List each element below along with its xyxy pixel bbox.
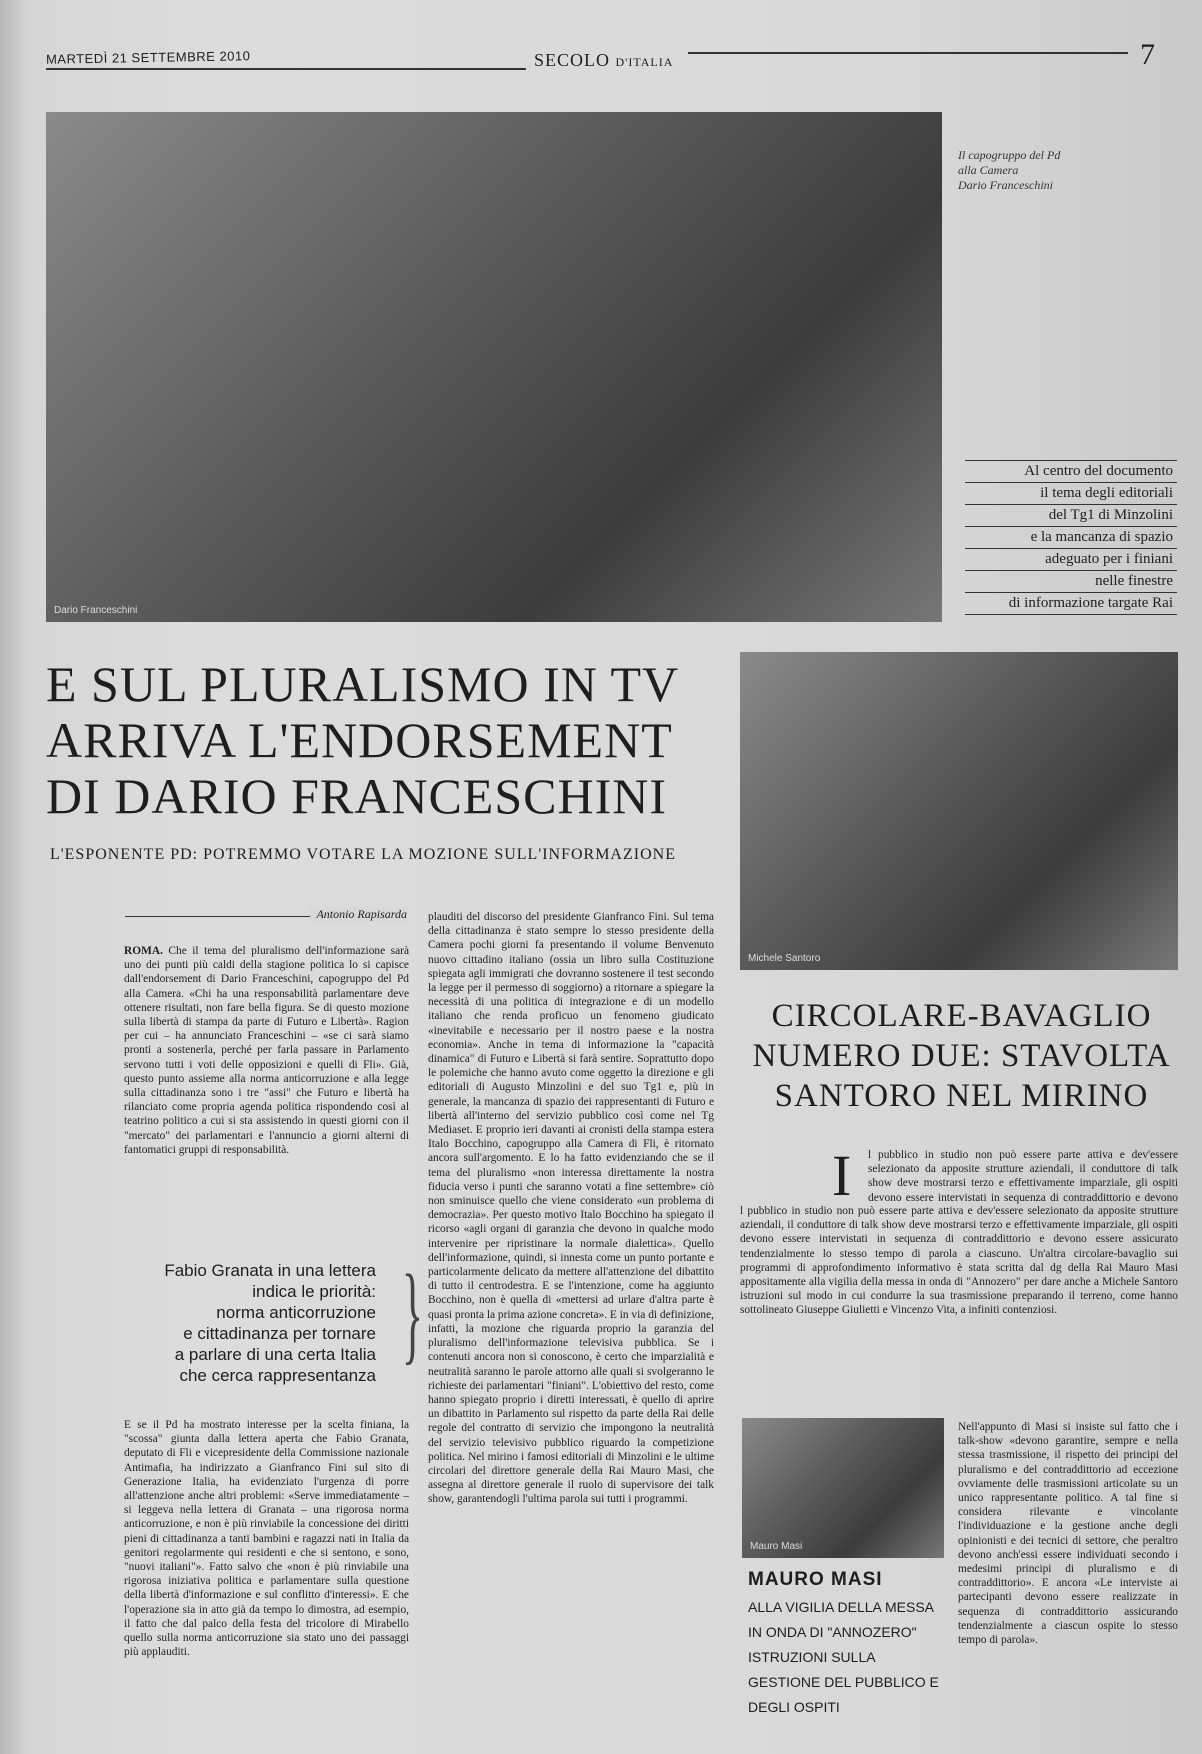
newspaper-name: SECOLO D'ITALIA: [534, 50, 674, 70]
franceschini-photo: Dario Franceschini: [46, 112, 942, 622]
article-column-2: plauditi del discorso del presidente Gianfranco Fini. Sul tema della cittadinanza è stato sempre lo stesso presidente della Camera pochi giorni fa presentando il volume Benvenuto nuovo cittadino italiano (ossia un libro sulla Costituzione spiegata agli immigrati che dovranno sostenere il test secondo la legge per il permesso di soggiorno) a ritornare a spiegare la necessità di una politica di integrazione e di un modello italiano che renda proficuo un fenomeno giudicato «inevitabile e necessario per il nostro paese e la nostra economia». Anche in tema di informazione la "capacità dinamica" di Futuro e Libertà si farà sentire. Soprattutto dopo le polemiche che hanno avuto come oggetto la direzione e gli editoriali di Augusto Minzolini e del suo Tg1 e, più in generale, la mancanza di spazio dei rappresentanti di Futuro e libertà all'interno del servizio pubblico così come nel Tg Mediaset. E proprio ieri davanti ai cronisti della stampa estera Italo Bocchino, capogruppo alla Camera di Fli, è ritornato ancora sull'argomento. E lo ha fatto evidenziando che se il tema del pluralismo «non interessa direttamente la nostra fiducia verso i punti che saranno votati a fine settembre» ciò non sminuisce quello che viene considerato «un problema di democrazia». Per questo motivo Italo Bocchino ha spiegato il ricorso «agli organi di garanzia che devono in qualche modo intervenire per ripristinare la normale dialettica». Quello dell'informazione, quindi, si innesta come un punto portante e particolarmente delicato da mettere all'attenzione del dibattito di tutto il centrodestra. E se l'intenzione, come ha aggiunto Bocchino, non è quella di «mettersi ad urlare d'altra parte è quasi pronta la prima azione concreta». E in via di definizione, infatti, la mozione che riguarda proprio la garanzia del pluralismo dell'informazione televisiva pubblica. Se i contenuti ancora non si conoscono, è certo che imparzialità e neutralità saranno le parole attorno alle quali si svolgeranno le richieste dei parlamentari "finiani". L'obiettivo del resto, come hanno spiegato proprio i diretti interessati, è quello di aprire un dibattito in Parlamento sul rispetto da parte della Rai delle regole del contratto di servizio che impongono la neutralità del servizio televisivo pubblico riguardo la competizione politica. Nel mirino i famosi editoriali di Minzolini e le ultime circolari del direttore generale della Rai Mauro Masi, che assegna al direttore generale il ruolo di supervisore dei talk show, garantendogli l'ultima parola sui tutti i programmi.: [428, 911, 714, 1506]
highlight-box: Al centro del documento il tema degli editoriali del Tg1 di Minzolini e la mancanza di spazio adeguato per i finiani nelle finestre di informazione targate Rai: [965, 460, 1177, 615]
byline: Antonio Rapisarda: [125, 916, 407, 917]
brace-ornament: }: [401, 1252, 423, 1374]
subheadline: L'ESPONENTE PD: POTREMMO VOTARE LA MOZIONE SULL'INFORMAZIONE: [50, 846, 676, 863]
main-headline: E SUL PLURALISMO IN TV ARRIVA L'ENDORSEMENT DI DARIO FRANCESCHINI: [46, 656, 680, 824]
box-text-continued: l pubblico in studio non può essere parte attiva e dev'essere selezionato da apposite strutture aziendali, il conduttore di talk show deve mostrarsi terzo e effettivamente imparziale, gli ospiti devono essere intervistati in sequenza di contraddittorio e devono essere assicurato tendenzialmente lo stesso tempo di parola a ciascuno. Un'altra circolare-bavaglio sui programmi di approfondimento informativo è stata scritta dal dg della Rai Mauro Masi appositamente alla vigilia della messa in onda di "Annozero" per dare anche a Michele Santoro istruzioni sul modo in cui condurre la sua trasmissione preparando il terreno, come hanno sottolineato Giuseppe Giulietti e Vincenzo Vita, a infiniti contenziosi.: [740, 1205, 1178, 1317]
issue-date: MARTEDÌ 21 SETTEMBRE 2010: [45, 48, 251, 67]
pull-quote: Fabio Granata in una lettera indica le priorità: norma anticorruzione e cittadinanza per tornare a parlare di una certa Italia che cerca rappresentanza: [164, 1261, 376, 1385]
drop-cap: I: [832, 1143, 852, 1208]
photo-caption: Il capogruppo del Pd alla Camera Dario Franceschini: [958, 148, 1061, 192]
masi-name: MAURO MASI: [748, 1569, 883, 1590]
header-rule-left: [46, 68, 526, 70]
box-text-column-2: Nell'appunto di Masi si insiste sul fatto che i talk-show «devono garantire, sempre e nella stessa trasmissione, il rispetto dei principi del pluralismo e del contraddittorio ad eccezione ovviamente delle trasmissioni articolate su un unico rappresentante politico. A tal fine si considera rilevante e vincolante l'individuazione e la gestione anche degli opinionisti e dei tecnici di settore, che peraltro devono anch'essi essere individuati secondo i medesimi principi di pluralismo e di contraddittorio». E ancora «Le interviste ai partecipanti devono essere realizzate in sequenza di contraddittorio assicurando tendenzialmente a ciascun ospite lo stesso tempo di parola».: [958, 1421, 1178, 1647]
article-column-1a: ROMA. Che il tema del pluralismo dell'informazione sarà uno dei punti più caldi della stagione politica lo si capisce dall'endorsement di Dario Franceschini, capogruppo del Pd alla Camera. «Chi ha una responsabilità parlamentare deve ottenere risultati, non fare bella figura. Se di questo mozione sulla libertà di stampa da parte di Futuro e Libertà». Ragion per cui – ha annunciato Franceschini – «se ci sarà siamo pronti a sostenerla, perché per farla passare in Parlamento servono tutti i voti delle opposizioni e quelli di Fli». Già, questo punto assieme alla norma anticorruzione e alla legge sulla cittadinanza sono i tre "assi" che Futuro e libertà ha rilanciato come propria agenda politica rispondendo così al teatrino politico a cui si sta assistendo in questi giorni con il "mercato" dei parlamentari e l'annuncio a giorni alterni di fantomatici gruppi di responsabilità.: [124, 945, 409, 1156]
masi-caption: ALLA VIGILIA DELLA MESSA IN ONDA DI "ANNOZERO" ISTRUZIONI SULLA GESTIONE DEL PUBBLICO E DEGLI OSPITI: [748, 1599, 939, 1715]
article-column-1b: E se il Pd ha mostrato interesse per la scelta finiana, la "scossa" giunta dalla lettera aperta che Fabio Granata, deputato di Fli e vicepresidente della Commissione nazionale Antimafia, ha indirizzato a Gianfranco Fini sul sito di Generazione Italia, ha evidenziato l'urgenza di porre all'attenzione anche altri problemi: «Serve immediatamente – si leggeva nella lettera di Granata – una rigorosa norma anticorruzione, e non è più rinviabile la concessione dei diritti pieni di cittadinanza a tanti bambini e ragazzi nati in Italia da genitori regolarmente qui residenti e che si sentono, e sono, "nuovi italiani"». Fatto salvo che «non è più rinviabile una rigorosa iniziativa politica e parlamentare sulla questione della libertà d'informazione e sul conflitto d'interessi». E che l'operazione sia in atto già da tempo lo dimostra, ad esempio, il fatto che dal palco della festa del tricolore di Mirabello quello sulla norma anticorruzione sia stato uno dei passaggi più applauditi.: [124, 1419, 409, 1659]
box-text-intro: l pubblico in studio non può essere parte attiva e dev'essere selezionato da apposite strutture aziendali, il conduttore di talk show deve mostrarsi terzo e effettivamente imparziale, gli ospiti devono essere intervistati in sequenza di contraddittorio e devono: [868, 1149, 1178, 1204]
santoro-photo: Michele Santoro: [740, 652, 1178, 970]
box-headline: CIRCOLARE-BAVAGLIO NUMERO DUE: STAVOLTA SANTORO NEL MIRINO: [752, 998, 1171, 1114]
page-number: 7: [1140, 38, 1155, 71]
header-rule-right: [688, 52, 1128, 54]
masi-photo: Mauro Masi: [742, 1418, 944, 1558]
